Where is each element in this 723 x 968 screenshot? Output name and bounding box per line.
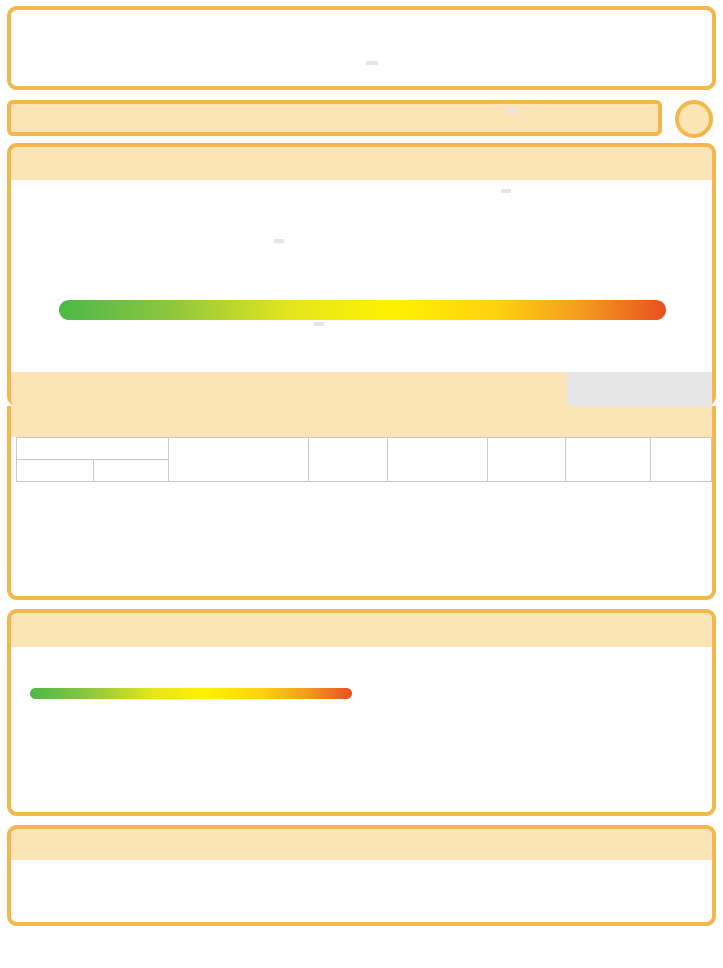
reg-band bbox=[7, 100, 662, 136]
summary-value bbox=[567, 372, 712, 406]
compare-box bbox=[7, 609, 716, 816]
compare-scale bbox=[11, 653, 371, 813]
head-heizung bbox=[566, 438, 651, 482]
page-number bbox=[675, 100, 713, 138]
primary-scale-bar bbox=[59, 300, 666, 320]
primary-energy-value bbox=[314, 322, 324, 326]
reg-number bbox=[506, 109, 516, 113]
ghg-value bbox=[501, 189, 511, 193]
head-energie bbox=[388, 438, 488, 482]
energy-box bbox=[7, 143, 716, 406]
head-wasser bbox=[488, 438, 566, 482]
issue-date bbox=[366, 61, 378, 65]
consumption-box bbox=[7, 406, 716, 600]
head-traeger bbox=[168, 438, 308, 482]
head-primaer bbox=[308, 438, 388, 482]
head-zeitraum bbox=[17, 438, 169, 460]
consumption-table bbox=[16, 437, 712, 482]
explain-box bbox=[7, 825, 716, 926]
energy-scale bbox=[11, 212, 712, 397]
header-box bbox=[7, 6, 716, 90]
head-von bbox=[17, 460, 94, 482]
head-klima bbox=[651, 438, 712, 482]
compare-scale-bar-low bbox=[30, 688, 352, 699]
head-bis bbox=[93, 460, 168, 482]
